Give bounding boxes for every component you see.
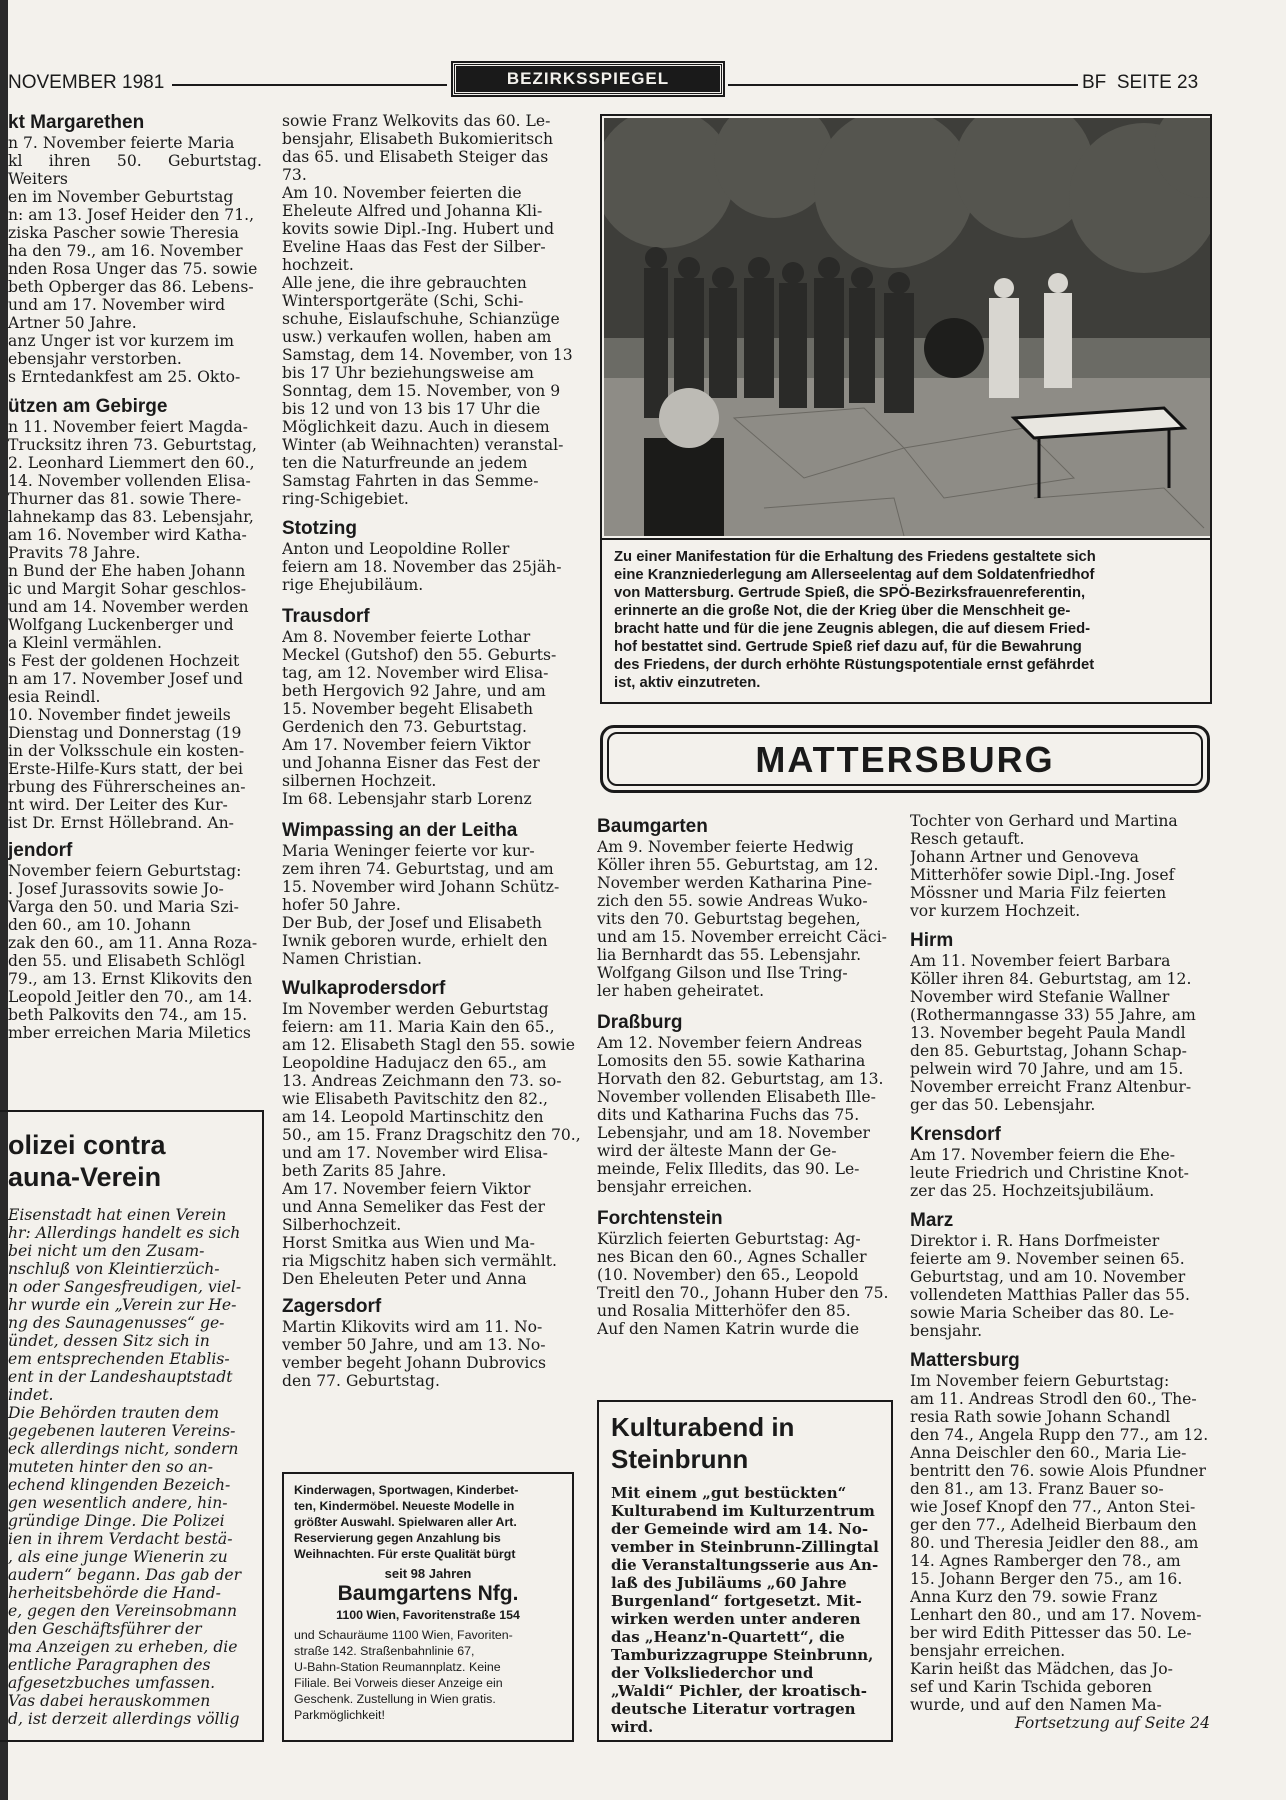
article-text: Tochter von Gerhard und Martina Resch getauft. Johann Artner und Genoveva Mitterhöfer sowie Dipl.-Ing. Josef Mössner und Maria Filz feierten vor kurzem Hochzeit. (910, 812, 1178, 920)
article-text: Im November werden Geburtstag feiern: am 11. Maria Kain den 65., am 12. Elisabeth Stagl den 55. sowie Leopoldine Hadujacz den 65., am 13. Andreas Zeichmann den 73. so- wie Elisabeth Pavitschitz den 82., am 14. Leopold Martinschitz den 50., am 15. Franz Dragschitz den 70., und am 17. November wird Elisa- beth Zarits 85 Jahre. Am 17. November feiern Viktor und Anna Semeliker das Fest der Silberhochzeit. Horst Smitka aus Wien und Ma- ria Migschitz haben sich vermählt. Den Eheleuten Peter und Anna (282, 1000, 581, 1288)
section-heading: Hirm (910, 930, 954, 951)
article-text: Am 9. November feierte Hedwig Köller ihren 55. Geburtstag, am 12. November werden Katharina Pine- zich den 55. sowie Andreas Wuko- vits den 70. Geburtstag begehen, und am 15. November erreicht Cäci- lia Bernhardt das 55. Lebensjahr. Wolfgang Gilson und Ilse Tring- ler haben geheiratet. (597, 838, 887, 1000)
section-heading: Forchtenstein (597, 1208, 723, 1229)
baumgartens-ad (282, 1472, 574, 1742)
wreath-icon (924, 318, 984, 378)
article-text: Maria Weninger feierte vor kur- zem ihren 74. Geburtstag, und am 15. November wird Johann Schütz- hofer 50 Jahre. Der Bub, der Josef und Elisabeth Iwnik geboren wurde, erhielt den Namen Christian. (282, 842, 560, 968)
article-text: Am 12. November feiern Andreas Lomosits den 55. sowie Katharina Horvath den 82. Geburtstag, am 13. November vollenden Elisabeth Ille- dits und Katharina Fuchs das 75. Lebensjahr, und am 18. November wird der älteste Mann der Ge- meinde, Felix Illedits, das 90. Le- bensjahr erreichen. (597, 1034, 884, 1196)
mattersburg-banner (600, 725, 1210, 793)
article-text: Am 8. November feierte Lothar Meckel (Gutshof) den 55. Geburts- tag, am 12. November wird Elisa- beth Hergovich 92 Jahre, und am 15. November begeht Elisabeth Gerdenich den 73. Geburtstag. Am 17. November feiern Viktor und Johanna Eisner das Fest der silbernen Hochzeit. Im 68. Lebensjahr starb Lorenz (282, 628, 557, 808)
section-heading: Wimpassing an der Leitha (282, 820, 518, 841)
column-1 (8, 112, 262, 1042)
section-heading: Zagersdorf (282, 1296, 382, 1317)
header-rule-left (172, 84, 447, 86)
banner-title: MATTERSBURG (755, 739, 1055, 780)
polizei-text: Eisenstadt hat einen Verein hr: Allerdings handelt es sich bei nicht um den Zusam- nschluß von Kleintierzüch- n oder Sangesfreudigen, viel- hr wurde ein „Verein zur He- ng des Saunagenusses“ ge- ündet, dessen Sitz sich in em entsprechenden Etablis- ent in der Landeshauptstadt indet. Die Behörden trauten dem gegebenen lauteren Vereins- eck allerdings nicht, sondern muteten hinter den so an- echend klingenden Bezeich- gen wesentlich andere, hin- gründige Dinge. Die Polizei ien in ihrem Verdacht bestä- , als eine junge Wienerin zu audern“ begann. Das gab der herheitsbehörde die Hand- e, gegen den Vereinsobmann den Geschäftsführer der ma Anzeigen zu erheben, die entliche Paragraphen des afgesetzbuches umfassen. Vas dabei herauskommen d, ist derzeit allerdings völlig (8, 1206, 242, 1728)
section-heading: Marz (910, 1210, 954, 1231)
article-text: November feiern Geburtstag: . Josef Jurassovits sowie Jo- Varga den 50. und Maria Szi- den 60., am 10. Johann zak den 60., am 11. Anna Roza- den 55. und Elisabeth Schlögl 79., am 13. Ernst Klikovits den Leopold Jeitler den 70., am 14. beth Palkovits den 74., am 15. mber erreichen Maria Miletics (8, 862, 258, 1042)
article-text: n 7. November feierte Maria kl ihren 50. Geburtstag. Weiters en im November Geburtstag n: am 13. Josef Heider den 71., ziska Pascher sowie Theresia ha den 79., am 16. November nden Rosa Unger das 75. sowie beth Opberger das 86. Lebens- und am 17. November wird Artner 50 Jahre. anz Unger ist vor kurzem im ebensjahr verstorben. s Erntedankfest am 25. Okto- (8, 134, 262, 386)
section-heading: Stotzing (282, 518, 357, 539)
photo-caption: Zu einer Manifestation für die Erhaltung des Friedens gestaltete sich eine Kranzniederlegung am Allerseelentag auf dem Soldatenfriedhof von Mattersburg. Gertrude Spieß, die SPÖ-Bezirksfrauenreferentin, erinnerte an die große Not, die der Krieg über die Menschheit ge- bracht hatte und für die jene Zeugnis ablegen, die auf diesem Fried- hof bestattet sind. Gertrude Spieß rief dazu auf, für die Bewahrung des Friedens, der durch erhöhte Rüstungspotentiale ernst gefährdet ist, aktiv einzutreten. (614, 549, 1096, 691)
photo-box (600, 114, 1212, 704)
polizei-box (0, 1110, 264, 1742)
section-heading: Baumgarten (597, 816, 708, 837)
header-page: BF SEITE 23 (1082, 72, 1199, 93)
kulturabend-box (597, 1400, 893, 1742)
header-section: BEZIRKSSPIEGEL (453, 63, 723, 95)
ad-address: 1100 Wien, Favoritenstraße 154 (336, 1608, 520, 1622)
article-text: sowie Franz Welkovits das 60. Le- bensjahr, Elisabeth Bukomieritsch das 65. und Elisabeth Steiger das 73. Am 10. November feierten die Eheleute Alfred und Johanna Kli- kovits sowie Dipl.-Ing. Hubert und Eveline Haas das Fest der Silber- hochzeit. Alle jene, die ihre gebrauchten Wintersportgeräte (Schi, Schi- schuhe, Eislaufschuhe, Schianzüge usw.) verkaufen wollen, haben am Samstag, dem 14. November, von 13 bis 17 Uhr beziehungsweise am Sonntag, dem 15. November, von 9 bis 12 und von 13 bis 17 Uhr die Möglichkeit dazu. Auch in diesem Winter (ab Weihnachten) veranstal- ten die Naturfreunde an jedem Samstag Fahrten in das Semme- ring-Schigebiet. (282, 112, 573, 508)
article-text: Martin Klikovits wird am 11. No- vember 50 Jahre, und am 13. No- vember begeht Johann Dubrovics den 77. Geburtstag. (282, 1318, 547, 1390)
column-2 (282, 112, 582, 1390)
section-heading: kt Margarethen (8, 112, 145, 133)
ad-text-2: und Schauräume 1100 Wien, Favoriten- straße 142. Straßenbahnlinie 67, U-Bahn-Station Reumannplatz. Keine Filiale. Bei Vorweis dieser Anzeige ein Geschenk. Zustellung in Wien gratis. Parkmöglichkeit! (294, 1628, 513, 1722)
article-text: Am 11. November feiert Barbara Köller ihren 84. Geburtstag, am 12. November wird Stefanie Wallner (Rothermanngasse 33) 55 Jahre, am 13. November begeht Paula Mandl den 85. Geburtstag, Johann Schap- pelwein wird 70 Jahre, und am 15. November erreicht Franz Altenbur- ger das 50. Lebensjahr. (910, 952, 1196, 1114)
article-text: Im November feiern Geburtstag: am 11. Andreas Strodl den 60., The- resia Rath sowie Johann Schandl den 74., Angela Rupp den 77., am 12. Anna Deischler den 60., Maria Lie- bentritt den 76. sowie Alois Pfundner den 81., am 13. Franz Bauer so- wie Josef Knopf den 77., Anton Stei- ger den 77., Adelheid Bierbaum den 80. und Theresia Jeidler den 88., am 14. Agnes Ramberger den 78., am 15. Johann Berger den 75., am 16. Anna Kurz den 79. sowie Franz Lenhart den 80., und am 17. Novem- ber wird Edith Pittesser das 50. Le- bensjahr erreichen. Karin heißt das Mädchen, das Jo- sef und Karin Tschida geboren wurde, und auf den Namen Ma- (910, 1372, 1209, 1714)
photo-divider (602, 538, 1210, 540)
memorial-photo (604, 118, 1210, 536)
kultur-title-2: Steinbrunn (611, 1444, 749, 1474)
kultur-title-1: Kulturabend in (611, 1412, 795, 1442)
header-rule-right (728, 84, 1078, 86)
section-heading: Draßburg (597, 1012, 683, 1033)
article-text: Anton und Leopoldine Roller feiern am 18. November das 25jäh- rige Ehejubiläum. (282, 540, 562, 594)
ad-since: seit 98 Jahren (384, 1566, 472, 1581)
section-heading: Krensdorf (910, 1124, 1001, 1145)
kultur-text: Mit einem „gut bestückten“ Kulturabend im Kulturzentrum der Gemeinde wird am 14. No- vember in Steinbrunn-Zillingtal die Veranstaltungsserie aus An- laß des Jubiläums „60 Jahre Burgenland“ fortgesetzt. Mit- wirken werden unter anderen das „Heanz'n-Quartett“, die Tamburizzagruppe Steinbrunn, der Volksliederchor und „Waldi“ Pichler, der kroatisch- deutsche Literatur vortragen wird. (611, 1484, 879, 1736)
section-heading: ützen am Gebirge (8, 396, 168, 417)
section-heading: Mattersburg (910, 1350, 1020, 1371)
column-3 (597, 816, 893, 1338)
article-text: Am 17. November feiern die Ehe- leute Friedrich und Christine Knot- zer das 25. Hochzeitsjubiläum. (910, 1146, 1189, 1200)
section-heading: Wulkaprodersdorf (282, 978, 446, 999)
article-text: Kürzlich feierten Geburtstag: Ag- nes Bican den 60., Agnes Schaller (10. November) den 65., Leopold Treitl den 70., Johann Huber den 75. und Rosalia Mitterhöfer den 85. Auf den Namen Katrin wurde die (597, 1230, 889, 1338)
article-text: n 11. November feiert Magda- Trucksitz ihren 73. Geburtstag, 2. Leonhard Liemmert den 60., 14. November vollenden Elisa- Thurner das 81. sowie There- lahnekamp das 83. Lebensjahr, am 16. November wird Katha- Pravits 78 Jahre. n Bund der Ehe haben Johann ic und Margit Sohar geschlos- und am 14. November werden Wolfgang Luckenberger und a Kleinl vermählen. s Fest der goldenen Hochzeit n am 17. November Josef und esia Reindl. 10. November findet jeweils Dienstag und Donnerstag (19 in der Volksschule ein kosten- Erste-Hilfe-Kurs statt, der bei rbung des Führerscheines an- nt wird. Der Leiter des Kur- ist Dr. Ernst Höllebrand. An- (8, 418, 257, 832)
ad-text-1: Kinderwagen, Sportwagen, Kinderbet- ten, Kindermöbel. Neueste Modelle in größter Auswahl. Spielwaren aller Art. Reservierung gegen Anzahlung bis Weihnachten. Für erste Qualität bürgt (294, 1483, 519, 1561)
section-heading: Trausdorf (282, 606, 370, 627)
column-4 (910, 812, 1210, 1732)
polizei-title-1: olizei contra (8, 1130, 166, 1160)
article-text: Direktor i. R. Hans Dorfmeister feierte am 9. November seinen 65. Geburtstag, und am 10. November vollendeten Matthias Paller das 55. sowie Maria Scheiber das 80. Le- bensjahr. (910, 1232, 1190, 1340)
continued-note: Fortsetzung auf Seite 24 (1014, 1714, 1210, 1732)
ad-company-name: Baumgartens Nfg. (337, 1582, 519, 1605)
header-date: NOVEMBER 1981 (8, 72, 165, 93)
section-heading: jendorf (8, 840, 73, 861)
polizei-title-2: auna-Verein (8, 1162, 162, 1192)
